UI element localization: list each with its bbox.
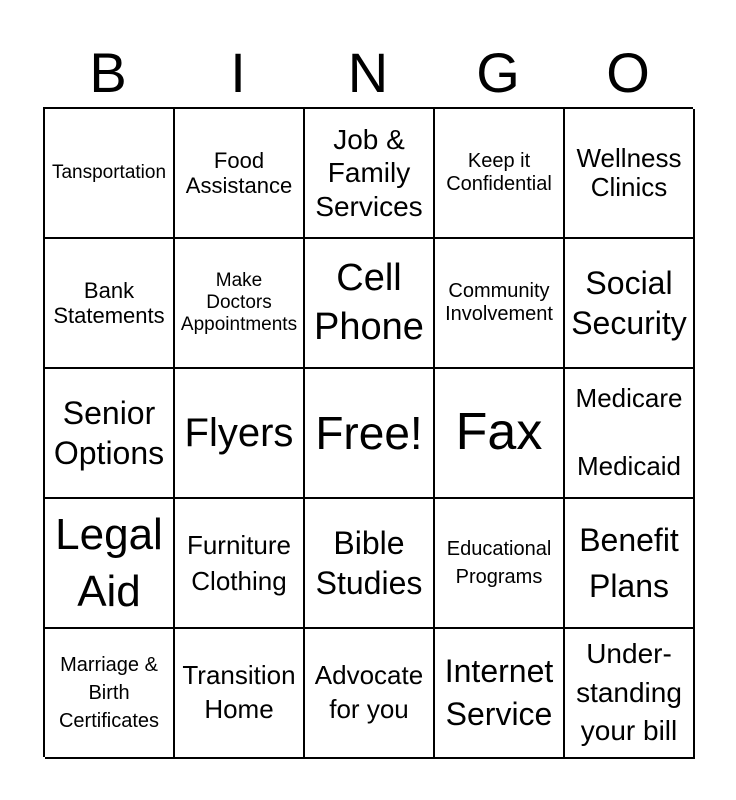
header-letter-o: O xyxy=(606,41,650,104)
cell-text: Make Doctors Appointments xyxy=(180,270,298,335)
bingo-cell xyxy=(435,369,565,499)
cell-text: Tansportation xyxy=(51,162,167,184)
cell-text: Food Assistance xyxy=(185,147,293,198)
bingo-cell xyxy=(45,499,175,629)
bingo-header xyxy=(43,38,693,108)
bingo-cell xyxy=(565,109,695,239)
cell-text: Marriage & Birth Certificates xyxy=(58,654,160,732)
bingo-cell xyxy=(175,629,305,759)
bingo-cell xyxy=(565,369,695,499)
cell-text: Social Security xyxy=(571,265,687,341)
bingo-cell xyxy=(565,629,695,759)
header-letter-b: B xyxy=(89,41,127,104)
cell-text: Keep it Confidential xyxy=(446,150,552,195)
bingo-cell xyxy=(305,499,435,629)
header-letter-g: G xyxy=(476,41,520,104)
cell-text: Internet Service xyxy=(444,652,554,732)
bingo-cell xyxy=(305,369,435,499)
bingo-cell xyxy=(435,499,565,629)
cell-text: Flyers xyxy=(184,411,294,455)
bingo-cell xyxy=(305,239,435,369)
cell-text: Fax xyxy=(455,403,543,462)
cell-text: Wellness Clinics xyxy=(576,142,682,202)
bingo-cell xyxy=(175,369,305,499)
bingo-cell xyxy=(45,239,175,369)
bingo-cell xyxy=(45,369,175,499)
bingo-cell xyxy=(175,109,305,239)
bingo-cell xyxy=(305,109,435,239)
cell-text: Medicare Medicaid xyxy=(575,383,683,481)
header-letter-i: I xyxy=(230,41,246,104)
cell-text: Cell Phone xyxy=(314,257,424,348)
bingo-cell xyxy=(565,499,695,629)
cell-text: Job & Family Services xyxy=(315,124,423,222)
cell-text: Bank Statements xyxy=(53,277,165,328)
bingo-cell xyxy=(305,629,435,759)
cell-text: Community Involvement xyxy=(445,280,553,325)
bingo-cell xyxy=(45,109,175,239)
cell-text: Bible Studies xyxy=(315,525,423,601)
cell-text: Furniture Clothing xyxy=(186,529,292,596)
cell-text: Legal Aid xyxy=(55,509,163,616)
header-letter-n: N xyxy=(347,41,389,104)
bingo-cell xyxy=(175,499,305,629)
cell-text: Benefit Plans xyxy=(579,521,679,604)
bingo-cell xyxy=(435,239,565,369)
cell-text: Free! xyxy=(315,406,423,459)
bingo-cell xyxy=(435,629,565,759)
bingo-cell xyxy=(565,239,695,369)
bingo-card xyxy=(43,107,693,757)
cell-text: Senior Options xyxy=(53,395,165,471)
bingo-cell xyxy=(45,629,175,759)
cell-text: Advocate for you xyxy=(314,660,424,724)
bingo-cell xyxy=(175,239,305,369)
cell-text: Transition Home xyxy=(182,660,296,724)
cell-text: Under- standing your bill xyxy=(576,638,682,747)
bingo-cell xyxy=(435,109,565,239)
cell-text: Educational Programs xyxy=(446,538,552,588)
